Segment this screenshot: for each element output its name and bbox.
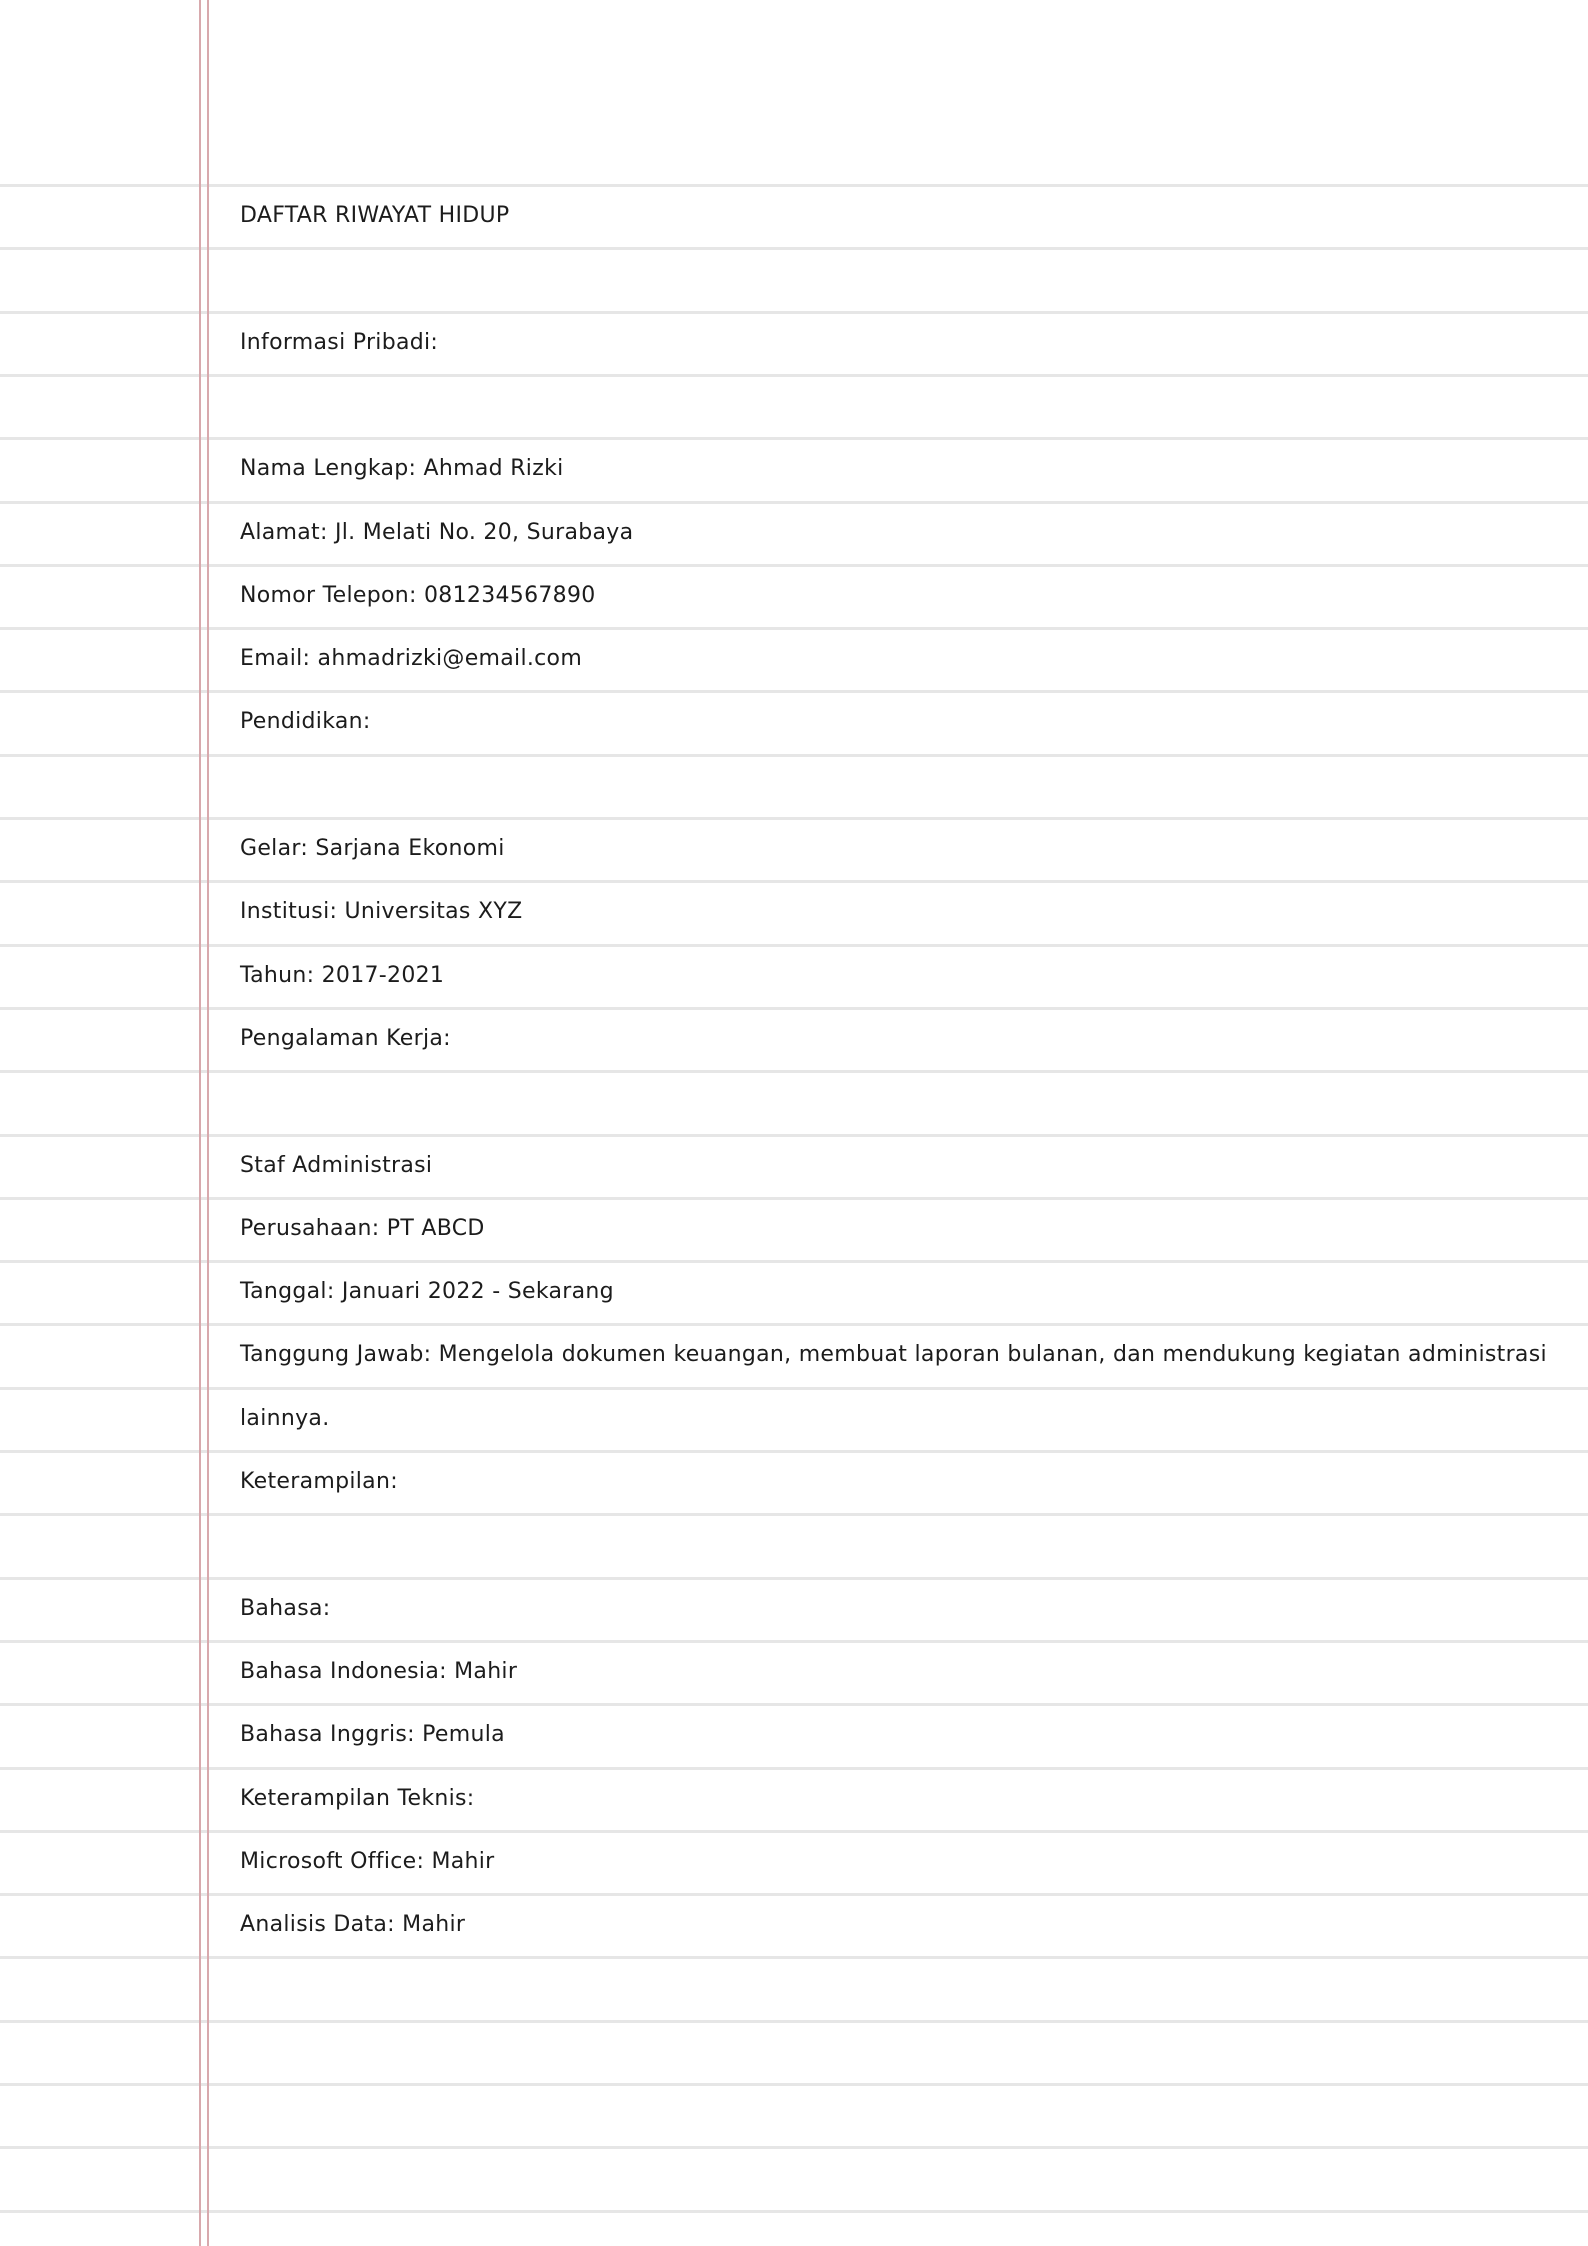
document-title: DAFTAR RIWAYAT HIDUP	[240, 203, 510, 228]
section-heading-education: Pendidikan:	[240, 709, 371, 735]
job-title: Staf Administrasi	[240, 1152, 433, 1178]
responsibilities-continued: lainnya.	[240, 1405, 330, 1431]
section-heading-personal: Informasi Pribadi:	[240, 329, 439, 355]
email: Email: ahmadrizki@email.com	[240, 646, 583, 672]
section-heading-skills: Keterampilan:	[240, 1469, 398, 1494]
skill-microsoft-office: Microsoft Office: Mahir	[240, 1848, 495, 1874]
margin-line-left	[199, 0, 201, 2246]
address: Alamat: Jl. Melati No. 20, Surabaya	[240, 519, 634, 545]
employment-dates: Tanggal: Januari 2022 - Sekarang	[240, 1279, 614, 1305]
blank-line	[240, 1070, 1560, 1133]
skill-data-analysis: Analisis Data: Mahir	[240, 1912, 466, 1938]
blank-line	[240, 1513, 1560, 1576]
degree: Gelar: Sarjana Ekonomi	[240, 836, 505, 861]
blank-line	[240, 754, 1560, 817]
subheading-languages: Bahasa:	[240, 1595, 331, 1621]
blank-line	[240, 247, 1560, 310]
margin-line-right	[207, 0, 209, 2246]
blank-line	[240, 374, 1560, 437]
study-years: Tahun: 2017-2021	[240, 962, 445, 988]
institution: Institusi: Universitas XYZ	[240, 899, 523, 925]
language-indonesian: Bahasa Indonesia: Mahir	[240, 1658, 518, 1684]
section-heading-experience: Pengalaman Kerja:	[240, 1025, 451, 1051]
company: Perusahaan: PT ABCD	[240, 1215, 485, 1241]
full-name: Nama Lengkap: Ahmad Rizki	[240, 456, 564, 482]
responsibilities: Tanggung Jawab: Mengelola dokumen keuangan, membuat laporan bulanan, dan mendukung kegiatan administrasi	[240, 1342, 1547, 1368]
language-english: Bahasa Inggris: Pemula	[240, 1722, 505, 1748]
phone-number: Nomor Telepon: 081234567890	[240, 582, 596, 608]
subheading-technical-skills: Keterampilan Teknis:	[240, 1785, 475, 1811]
document-text	[240, 0, 1560, 2246]
